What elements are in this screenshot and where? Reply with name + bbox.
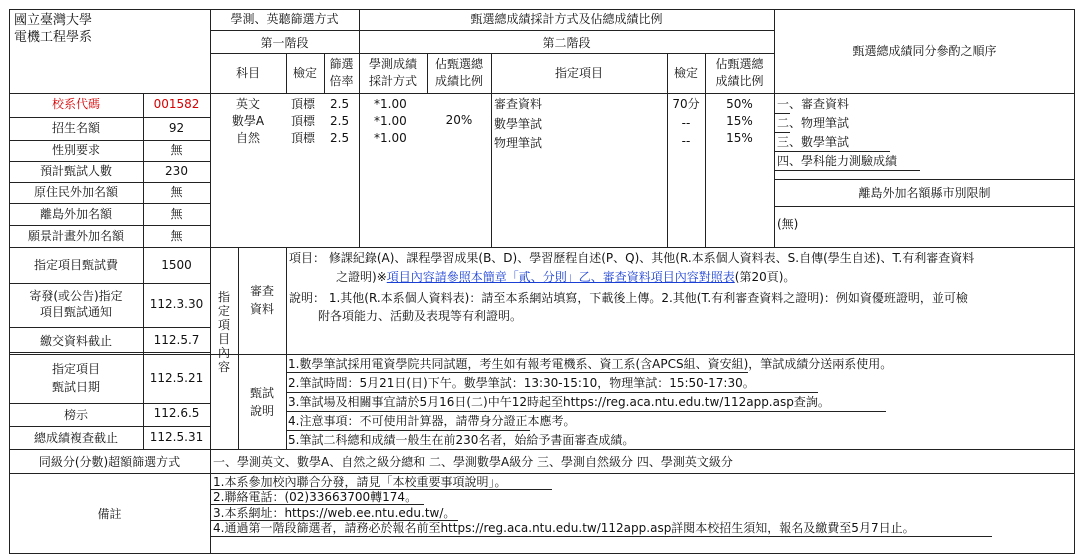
stage2-weight-1: 50%	[726, 97, 753, 111]
stage1-check-2: 頂標	[291, 114, 316, 128]
grid-line	[210, 53, 774, 54]
gender-label: 性別要求	[51, 143, 100, 157]
submit-value: 112.5.7	[153, 333, 200, 347]
remark-4: 4.通過第一階段篩選者，請務必於報名前至https://reg.aca.ntu.edu.tw/112app.asp詳閱本校招生須知，報名及繳費至5月7日止。	[213, 521, 915, 535]
stage1-ratio-2: 2.5	[330, 114, 350, 128]
indigenous-label: 原住民外加名額	[33, 185, 118, 199]
stage1-subject-1: 英文	[235, 97, 260, 111]
items-heading: 指定項目	[554, 66, 603, 80]
grid-line	[9, 203, 210, 204]
review-material-label-2: 資料	[249, 302, 274, 316]
review-value: 112.5.31	[149, 430, 204, 444]
combined-heading: 甄選總成績採計方式及佔總成績比例	[470, 12, 663, 26]
gender-value: 無	[170, 143, 183, 157]
review-table-link[interactable]: 項目內容請參照本簡章「貳、分則」乙、審查資料項目內容對照表	[386, 270, 735, 284]
submit-label: 繳交資料截止	[39, 334, 112, 348]
island-value: 無	[170, 207, 183, 221]
grid-line	[774, 206, 1075, 207]
remark-1: 1.本系參加校內聯合分發，請見「本校重要事項說明」。	[213, 475, 507, 489]
grid-line	[210, 536, 992, 537]
grid-line	[9, 225, 210, 226]
same-level-value: 一、學測英文、數學A、自然之級分總和 二、學測數學A級分 三、學測自然級分 四、學測英文級分	[213, 455, 733, 469]
stage1-method-3: *1.00	[374, 131, 407, 145]
notice-value: 112.3.30	[149, 297, 204, 311]
quota-label: 招生名額	[51, 121, 100, 135]
indigenous-value: 無	[170, 185, 183, 199]
grid-line	[774, 113, 790, 114]
stage2-item-2: 數學筆試	[494, 117, 543, 131]
tiebreak-2: 二、物理筆試	[777, 116, 850, 130]
stage1-weight: 20%	[445, 113, 473, 127]
grid-line	[9, 182, 210, 183]
grid-line	[9, 161, 210, 162]
stage2-check-3: --	[681, 134, 691, 148]
department-name: 電機工程學系	[14, 30, 93, 45]
grid-line	[286, 411, 886, 412]
grid-line	[9, 403, 210, 404]
tiebreak-heading: 甄選總成績同分參酌之順序	[852, 44, 997, 58]
notice-label-2: 項目甄試通知	[39, 305, 112, 319]
stage1-check-1: 頂標	[291, 97, 316, 111]
expected-value: 230	[165, 164, 188, 178]
stage1-method-1: *1.00	[374, 97, 407, 111]
school-name: 國立臺灣大學	[14, 13, 93, 28]
grid-line	[286, 392, 818, 393]
expected-label: 預計甄試人數	[39, 164, 112, 178]
fee-label: 指定項目甄試費	[33, 258, 118, 272]
result-value: 112.6.5	[153, 406, 200, 420]
exam-note-1: 1.數學筆試採用電資學院共同試題，考生如有報考電機系、資工系(含APCS組、資安組)，筆試成績分送兩系使用。	[288, 357, 893, 371]
remark-3: 3.本系網址：https://web.ee.ntu.edu.tw/。	[213, 506, 456, 520]
exam-date-value: 112.5.21	[149, 371, 204, 385]
grid-line	[9, 283, 210, 284]
content-vertical-label: 指定項目內容	[217, 290, 230, 374]
island-restriction-value: (無)	[777, 217, 799, 231]
stage2-check-2: --	[681, 116, 691, 130]
check2-heading: 檢定	[673, 66, 698, 80]
exam-note-2: 2.筆試時間：5月21日(日)下午。數學筆試：13:30-15:10，物理筆試：15:50-17:30。	[288, 376, 755, 390]
weight2-heading-2: 成績比例	[715, 74, 764, 88]
result-label: 榜示	[63, 408, 88, 422]
review-label: 總成績複查截止	[33, 431, 118, 445]
fee-value: 1500	[161, 258, 192, 272]
stage1-ratio-1: 2.5	[330, 97, 350, 111]
grid-line	[210, 30, 774, 31]
grid-line	[9, 140, 210, 141]
notice-label: 寄發(或公告)指定	[29, 289, 123, 303]
grid-line	[9, 426, 210, 427]
grid-line	[210, 9, 211, 554]
screen-ratio-heading-2: 倍率	[329, 74, 354, 88]
tiebreak-4: 四、學科能力測驗成績	[777, 154, 898, 168]
tiebreak-1: 一、審查資料	[777, 97, 850, 111]
review-items-line-2a: 之證明)	[336, 270, 377, 284]
quota-value: 92	[168, 121, 185, 135]
weight2-heading: 佔甄選總	[715, 57, 764, 71]
grid-line	[286, 247, 287, 449]
exam-date-label: 指定項目	[51, 362, 100, 376]
grid-line	[774, 132, 790, 133]
subject-heading: 科目	[235, 66, 260, 80]
stage2-item-3: 物理筆試	[494, 136, 543, 150]
vision-value: 無	[170, 229, 183, 243]
grid-line	[9, 247, 1075, 248]
note-mark: ※	[376, 270, 387, 284]
tiebreak-3: 三、數學筆試	[777, 135, 850, 149]
grid-line	[9, 449, 1075, 450]
stage1-subject-2: 數學A	[231, 114, 265, 128]
weight-heading-2: 成績比例	[434, 74, 483, 88]
screen-method-heading: 學測、英聽篩選方式	[230, 12, 339, 26]
review-note-line-2: 附各項能力、活動及表現等有利證明。	[318, 309, 523, 323]
grid-line	[9, 117, 210, 118]
grid-line	[9, 473, 1075, 474]
vision-label: 願景計畫外加名額	[27, 229, 124, 243]
review-note-line-1: 說明： 1.其他(R.本系個人資料表)：請至本系網站填寫，下載後上傳。2.其他(T.有利審查資料之證明)：例如資優班證明，並可檢	[289, 291, 968, 305]
screen-ratio-heading: 篩選	[329, 57, 354, 71]
score-method-heading: 學測成績	[368, 57, 417, 71]
stage1-subject-3: 自然	[235, 131, 260, 145]
grid-line	[774, 151, 890, 152]
grid-line	[286, 430, 530, 431]
exam-info-label-2: 說明	[249, 404, 274, 418]
grid-line	[491, 53, 492, 247]
grid-line	[238, 354, 286, 355]
review-items-line-1: 項目： 修課紀錄(A)、課程學習成果(B、D)、學習歷程自述(P、Q)、其他(R.本系個人資料表、S.自傳(學生自述)、T.有利審查資料	[289, 251, 975, 265]
review-items-line-2	[336, 270, 795, 284]
remarks-label: 備註	[97, 507, 122, 521]
check-heading: 檢定	[292, 66, 317, 80]
stage2-weight-2: 15%	[726, 114, 753, 128]
grid-line	[286, 372, 748, 373]
grid-line	[9, 93, 1075, 94]
exam-info-label: 甄試	[249, 386, 274, 400]
weight-heading: 佔甄選總	[434, 57, 483, 71]
exam-note-4: 4.注意事項：不可使用計算器，請帶身分證正本應考。	[288, 414, 576, 428]
code-value: 001582	[153, 97, 200, 111]
stage2-check-1: 70分	[672, 97, 700, 111]
grid-line	[210, 504, 424, 505]
same-level-label: 同級分(分數)超額篩選方式	[38, 455, 181, 469]
grid-line	[774, 179, 1075, 180]
exam-note-5: 5.筆試二科總和成績一般生在前230名者，始給予書面審查成績。	[288, 433, 635, 447]
stage2-item-1: 審查資料	[494, 97, 543, 111]
code-label: 校系代碼	[51, 97, 100, 111]
exam-date-label-2: 甄試日期	[51, 380, 100, 394]
score-method-heading-2: 採計方式	[368, 74, 417, 88]
grid-line	[667, 53, 668, 247]
stage1-heading: 第一階段	[260, 36, 309, 50]
stage1-check-3: 頂標	[291, 131, 316, 145]
grid-line	[9, 327, 210, 328]
grid-line	[238, 247, 239, 449]
review-items-line-2c: (第20頁)。	[734, 270, 796, 284]
stage2-weight-3: 15%	[726, 131, 753, 145]
grid-line	[9, 352, 210, 353]
stage1-method-2: *1.00	[374, 114, 407, 128]
island-label: 離島外加名額	[39, 207, 112, 221]
review-material-label: 審查	[249, 284, 274, 298]
remark-2: 2.聯絡電話：(02)33663700轉174。	[213, 490, 418, 504]
stage1-ratio-3: 2.5	[330, 131, 350, 145]
stage2-heading: 第二階段	[542, 36, 591, 50]
grid-line	[774, 170, 920, 171]
grid-line	[9, 354, 1075, 355]
exam-note-3: 3.筆試場及相關事宜請於5月16日(二)中午12時起至https://reg.aca.ntu.edu.tw/112app.asp查詢。	[288, 395, 830, 409]
island-restriction-heading: 離島外加名額縣市別限制	[858, 186, 991, 200]
